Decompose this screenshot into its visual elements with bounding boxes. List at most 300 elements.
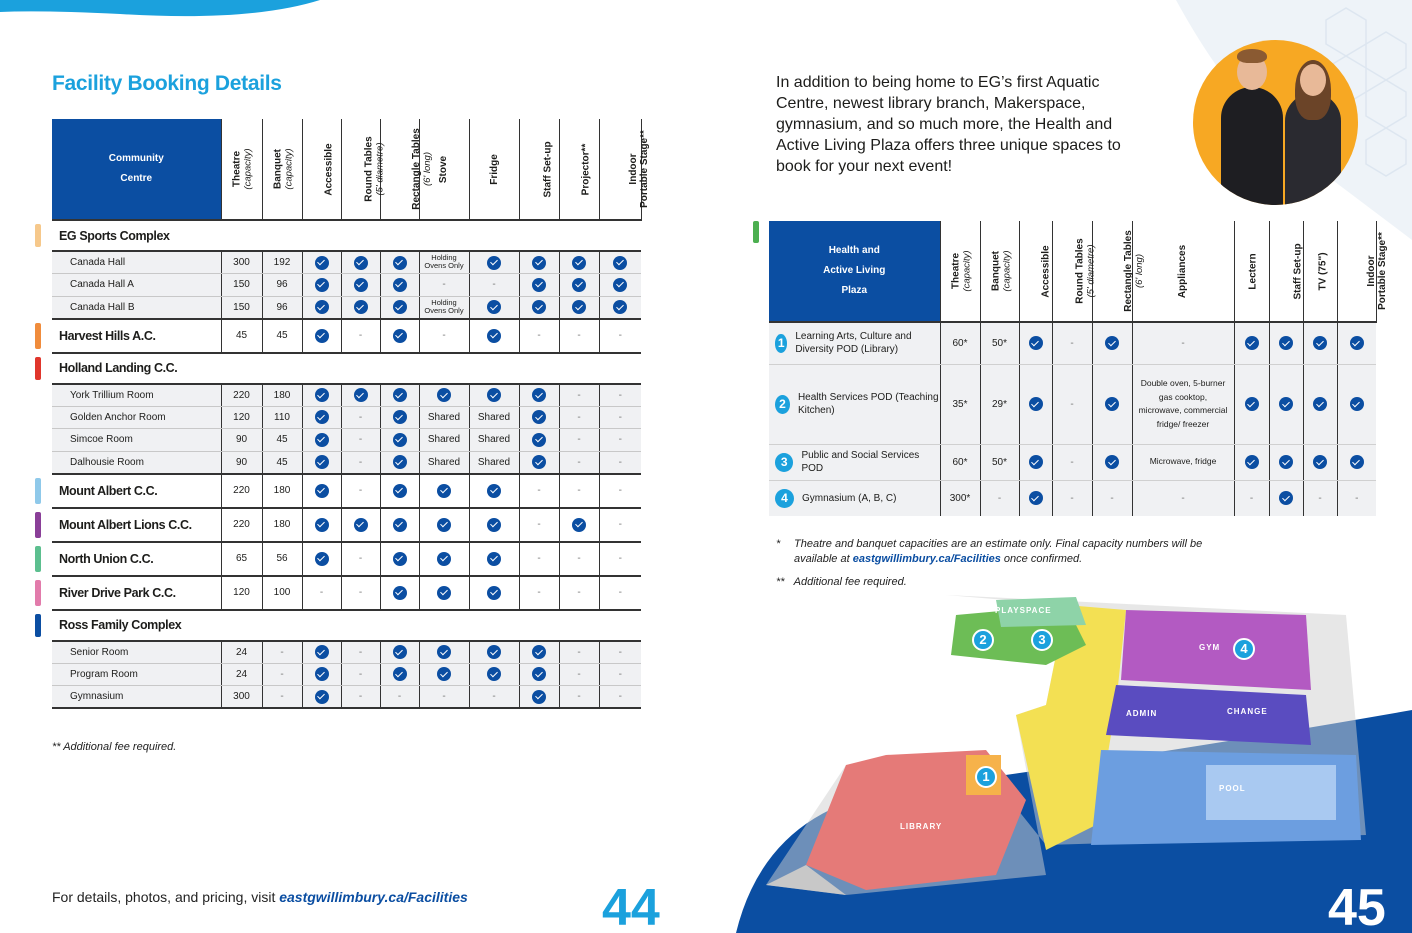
check-icon [393,518,407,532]
page-number-45: 45 [1328,879,1386,933]
right-page [706,0,1412,933]
room-name: Gymnasium (A, B, C) [802,492,897,504]
page-number-44: 44 [602,879,660,933]
column-header: Indoor Portable Stage** [599,119,641,220]
check-icon [1279,491,1293,505]
dash-value: - [1110,492,1114,504]
dash-value: - [618,389,622,401]
column-header: Rectangle Tables (6' long) [1092,221,1132,322]
check-icon [613,300,627,314]
dash-value: - [358,646,363,658]
cell-value: Shared [477,411,511,423]
check-icon [393,433,407,447]
cell-value: Shared [427,456,461,468]
check-icon [1279,336,1293,350]
dash-value: - [537,485,541,496]
check-icon [572,518,586,532]
map-badge-3[interactable]: 3 [1031,629,1053,651]
check-icon [393,388,407,402]
cell-value: 96 [276,279,288,291]
dash-value: - [397,691,402,702]
footnote-capacity [776,537,1216,567]
check-icon [393,410,407,424]
cell-value: 24 [235,668,248,680]
dash-value: - [1070,456,1074,468]
check-icon [1029,397,1043,411]
footnote-capacity-end: once confirmed. [1000,553,1083,565]
check-icon [315,552,329,566]
intro-text: In addition to being home to EG’s first Aquatic Centre, newest library branch, Makerspace, gymnasium, and so much more, the Health and Active Living Plaza offers three unique spaces to book for your next event! [776,74,1121,175]
cell-value: 150 [233,301,250,313]
dash-value: - [537,553,541,564]
room-name: Learning Arts, Culture and Diversity POD (Library) [795,331,912,356]
dash-value: - [319,587,324,598]
appliances-value: Microwave, fridge [1149,456,1217,467]
dash-value: - [537,519,541,530]
dash-value: - [492,279,496,291]
check-icon [487,256,501,270]
table-row [769,444,1376,480]
check-icon [437,484,451,498]
cell-value: 220 [233,389,250,401]
group-name: Harvest Hills A.C. [52,319,221,353]
check-icon [613,278,627,292]
check-icon [393,329,407,343]
community-centre-table [52,119,650,709]
table-row [52,274,641,297]
dash-value: - [1249,492,1254,504]
table-header-row [769,221,1376,322]
dash-value: - [618,330,622,341]
section-marker-green [753,221,759,243]
dash-value: - [577,691,581,702]
dash-value: - [577,411,581,423]
check-icon [437,518,451,532]
group-color-marker [35,323,41,349]
check-icon [613,256,627,270]
column-header: Projector** [559,119,599,220]
check-icon [315,278,329,292]
group-color-marker [35,478,41,504]
table-row [52,542,641,576]
dash-value: - [1181,492,1185,504]
map-label-pool: POOL [1219,784,1246,793]
check-icon [532,455,546,469]
cell-value: 150 [233,279,250,291]
group-name: North Union C.C. [52,542,221,576]
cell-value: Shared [477,456,511,468]
dash-value: - [442,330,446,341]
check-icon [532,278,546,292]
check-icon [1105,455,1119,469]
check-icon [315,645,329,659]
cell-value: 220 [233,519,250,530]
check-icon [487,518,501,532]
dash-value: - [280,646,284,658]
check-icon [532,388,546,402]
group-color-marker [35,512,41,538]
cell-value: 220 [233,485,250,496]
group-name: EG Sports Complex [52,220,641,251]
staff-photo [1193,40,1358,205]
check-icon [532,256,546,270]
table-header-row [52,119,641,220]
group-name: Mount Albert Lions C.C. [52,508,221,542]
check-icon [1245,397,1259,411]
room-name: Gymnasium [52,686,221,709]
dash-value: - [618,646,622,658]
check-icon [354,278,368,292]
dash-value: - [358,587,363,598]
group-name: River Drive Park C.C. [52,576,221,610]
room-number-badge: 1 [775,334,787,353]
check-icon [315,256,329,270]
cell-value: 45 [276,330,288,341]
room-name: Canada Hall B [52,296,221,319]
check-icon [393,256,407,270]
check-icon [1029,336,1043,350]
check-icon [1350,397,1364,411]
room-cell [769,322,940,364]
dash-value: - [577,587,581,598]
check-icon [1105,336,1119,350]
dash-value: - [577,434,581,446]
cell-value: 120 [233,587,250,598]
cell-value: 300 [233,691,250,702]
dash-value: - [492,691,496,702]
footer-prefix: For details, photos, and pricing, visit [52,889,280,905]
column-header: Accessible [302,119,341,220]
column-header: Theatre (capacity) [940,221,980,322]
dash-value: - [577,330,581,341]
dash-value: - [577,553,581,564]
table-row [52,663,641,686]
footnote-additional-fee: ** Additional fee required. [52,741,177,753]
cell-value: 45 [276,456,288,468]
dash-value: - [280,668,284,680]
check-icon [315,300,329,314]
map-label-library: LIBRARY [900,822,943,831]
map-label-gym: GYM [1199,643,1221,652]
room-cell [769,364,940,444]
dash-value: - [618,434,622,446]
check-icon [572,278,586,292]
table-row [52,319,641,353]
health-plaza-table [769,221,1388,516]
column-header: Staff Set-up [1269,221,1303,322]
cell-value: 100 [273,587,291,598]
check-icon [1245,336,1259,350]
check-icon [354,388,368,402]
check-icon [393,300,407,314]
map-label-change: CHANGE [1227,707,1268,716]
column-header: Banquet (capacity) [980,221,1019,322]
cell-value: 45 [235,330,248,341]
cell-value: 300 [233,257,250,268]
group-header-row [52,353,641,384]
check-icon [532,667,546,681]
check-icon [315,410,329,424]
check-icon [437,388,451,402]
check-icon [437,667,451,681]
dash-value: - [442,279,446,291]
dash-value: - [280,691,284,702]
map-badge-4[interactable]: 4 [1233,638,1255,660]
check-icon [393,455,407,469]
check-icon [1029,455,1043,469]
table-row [52,686,641,709]
dash-value: - [577,668,581,680]
column-header: Accessible [1019,221,1052,322]
column-header: Round Tables (5' diametre) [1052,221,1092,322]
group-color-marker [35,580,41,606]
column-header: Appliances [1132,221,1234,322]
group-color-marker [35,224,41,247]
footnote-stars: ** [776,576,785,588]
check-icon [1279,397,1293,411]
check-icon [487,300,501,314]
check-icon [354,256,368,270]
cell-value: 56 [276,553,288,564]
check-icon [354,518,368,532]
table-row [769,322,1376,364]
dash-value: - [358,668,363,680]
cell-value: 120 [233,411,250,423]
dash-value: - [618,553,622,564]
cell-value: 60* [952,456,968,468]
check-icon [393,278,407,292]
footnote-capacity-text: Theatre and banquet capacities are an estimate only. Final capacity numbers will be available at [794,538,1203,565]
check-icon [437,552,451,566]
column-header: Round Tables (5' diametre) [341,119,380,220]
room-cell [769,480,940,516]
check-icon [393,552,407,566]
table-row [769,480,1376,516]
dash-value: - [997,492,1002,504]
check-icon [1245,455,1259,469]
table-row [52,296,641,319]
column-header: Staff Set-up [519,119,559,220]
dash-value: - [618,668,622,680]
facilities-link[interactable]: eastgwillimbury.ca/Facilities [279,889,468,905]
footnote-star: * [776,538,781,550]
room-name: Program Room [52,663,221,686]
check-icon [532,410,546,424]
room-number-badge: 3 [775,453,793,472]
check-icon [532,433,546,447]
check-icon [315,329,329,343]
group-header-row [52,610,641,641]
map-badge-2[interactable]: 2 [972,629,994,651]
table-row [52,429,641,452]
dash-value: - [1355,492,1359,504]
cell-value: 180 [273,519,291,530]
check-icon [1350,336,1364,350]
cell-value: 300* [949,492,971,504]
column-header: Rectangle Tables (6' long) [380,119,419,220]
check-icon [487,388,501,402]
dash-value: - [577,646,581,658]
check-icon [1279,455,1293,469]
check-icon [487,329,501,343]
dash-value: - [618,456,622,468]
table-row [52,508,641,542]
column-header: Indoor Portable Stage** [1337,221,1376,322]
check-icon [487,645,501,659]
column-header: Stove [419,119,469,220]
room-name: Dalhousie Room [52,451,221,474]
check-icon [1313,455,1327,469]
footnote-fee-text: Additional fee required. [793,576,907,588]
dash-value: - [1070,492,1074,504]
appliances-value: Double oven, 5-burner gas cooktop, microwave, commercial fridge/ freezer [1138,378,1228,429]
room-name: Golden Anchor Room [52,406,221,429]
floor-plan-map [746,585,1386,895]
cell-value: 60* [952,337,968,349]
room-name: Senior Room [52,641,221,664]
dash-value: - [358,691,363,702]
check-icon [487,552,501,566]
dash-value: - [537,587,541,598]
column-header: Banquet (capacity) [262,119,302,220]
check-icon [487,586,501,600]
map-badge-1[interactable]: 1 [975,766,997,788]
check-icon [315,690,329,704]
column-header: Lectern [1234,221,1269,322]
check-icon [532,300,546,314]
table-row [52,576,641,610]
column-header: Theatre (capacity) [221,119,262,220]
check-icon [315,455,329,469]
cell-value: 24 [235,646,248,658]
room-cell [769,444,940,480]
dash-value: - [358,456,363,468]
room-number-badge: 4 [775,489,794,508]
dash-value: - [577,485,581,496]
column-header: Fridge [469,119,519,220]
cell-value: 90 [235,456,248,468]
room-name: Public and Social Services POD [801,450,920,474]
check-icon [315,388,329,402]
table-row [52,384,641,407]
table-row [52,641,641,664]
column-header: TV (75") [1303,221,1337,322]
cell-value: 65 [235,553,248,564]
dash-value: - [1181,337,1185,349]
check-icon [532,645,546,659]
dash-value: - [358,553,363,564]
group-name: Ross Family Complex [52,610,641,641]
corner-label: Community Centre [52,119,221,220]
check-icon [572,300,586,314]
group-color-marker [35,357,41,380]
group-color-marker [35,546,41,572]
page-title: Facility Booking Details [52,72,282,95]
cell-value: 29* [991,398,1007,410]
footnote-facilities-link[interactable]: eastgwillimbury.ca/Facilities [852,553,1001,565]
dash-value: - [618,411,622,423]
check-icon [487,484,501,498]
check-icon [1350,455,1364,469]
table-row [52,451,641,474]
check-icon [315,433,329,447]
footer-details [52,889,468,905]
group-color-marker [35,614,41,637]
check-icon [437,645,451,659]
cell-value: 35* [952,398,968,410]
map-label-playspace: PLAYSPACE [995,606,1052,615]
cell-value: 50* [991,456,1007,468]
cell-value: Shared [427,411,461,423]
cell-value: 192 [273,257,291,268]
table-row [52,406,641,429]
check-icon [315,518,329,532]
check-icon [315,667,329,681]
check-icon [532,690,546,704]
dash-value: - [442,691,446,702]
header-swoosh-decoration [0,0,320,20]
note-value: Holding Ovens Only [424,253,464,270]
group-name: Mount Albert C.C. [52,474,221,508]
room-name: York Trillium Room [52,384,221,407]
table-row [52,474,641,508]
cell-value: 180 [273,389,291,401]
table-row [769,364,1376,444]
check-icon [1313,336,1327,350]
corner-label: Health and Active Living Plaza [769,221,940,322]
cell-value: Shared [477,434,511,446]
check-icon [1313,397,1327,411]
room-name: Simcoe Room [52,429,221,452]
dash-value: - [358,434,363,446]
dash-value: - [618,519,622,530]
check-icon [315,484,329,498]
dash-value: - [358,485,363,496]
dash-value: - [1070,337,1074,349]
dash-value: - [537,330,541,341]
cell-value: 180 [273,485,291,496]
dash-value: - [618,587,622,598]
check-icon [572,256,586,270]
room-name: Health Services POD (Teaching Kitchen) [797,392,939,416]
check-icon [354,300,368,314]
check-icon [487,667,501,681]
cell-value: Shared [427,434,461,446]
room-name: Canada Hall A [52,274,221,297]
group-name: Holland Landing C.C. [52,353,641,384]
check-icon [393,586,407,600]
dash-value: - [358,411,363,423]
map-label-admin: ADMIN [1126,709,1158,718]
group-header-row [52,220,641,251]
check-icon [393,484,407,498]
dash-value: - [577,389,581,401]
dash-value: - [618,691,622,702]
cell-value: 90 [235,434,248,446]
dash-value: - [1318,492,1322,504]
table-row [52,251,641,274]
room-number-badge: 2 [775,395,790,414]
check-icon [393,667,407,681]
check-icon [1105,397,1119,411]
cell-value: 96 [276,301,288,313]
note-value: Holding Ovens Only [424,297,464,315]
cell-value: 50* [991,337,1007,349]
check-icon [437,586,451,600]
dash-value: - [618,485,622,496]
dash-value: - [577,456,581,468]
check-icon [1029,491,1043,505]
